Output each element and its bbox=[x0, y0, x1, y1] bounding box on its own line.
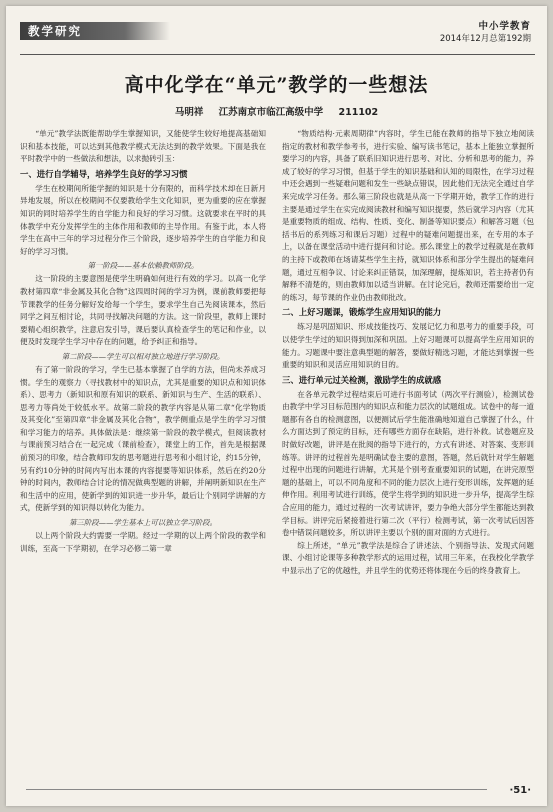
subheading-stage-2: 第二阶段——学生可以相对独立地进行学习阶段。 bbox=[61, 351, 225, 361]
page-header bbox=[20, 16, 535, 52]
page-footer bbox=[6, 778, 547, 796]
paragraph: “物质结构·元素周期律”内容时，学生已能在教师的指导下独立地阅读指定的教材和教学参考书，进行实验、编写读书笔记，基本上能独立掌握所要学习的内容，具备了联系旧知识进行思考、对比、分析和思考的能力，养成了较好的学习习惯，但基于学生的知识基础和认知的局限性，在学习过程中还会遇到一些疑难问题和发生一些缺点错误，因此他们无法完全通过自学来完成学习任务。那么第三阶段也就是从高一下学期开始，教学工作的进行主要是通过学生在实完成阅读教材和编写知识提要，然后就学习内容（尤其是重要物质的组成、结构、性质、变化、制备等知识要点）和解答习题（包括书后的系列练习和课后习题）过程中的疑难问题提出来，在专用的本子上，以备在课堂活动中进行提问和讨论。那么课堂上的教学过程就是在教师的主持下或教师在场请某些学生主持，就知识体系和部分学生提出的疑难问题，通过互相争议、讨论来纠正错误，加深理解，提炼知识，若主持者仍有解释不清楚的，则由教师加以适当讲解。在讨论完后，教师还需要给出一定的练习，每节课的作业仍由教师批改。 bbox=[282, 129, 534, 302]
right-column bbox=[282, 128, 534, 578]
paragraph: 以上两个阶段大约需要一学期。经过一学期的以上两个阶段的教学和训练，至高一下学期初，在学习必修二第一章 bbox=[20, 531, 266, 553]
section-heading-1: 一、进行自学辅导，培养学生良好的学习习惯 bbox=[20, 168, 188, 179]
page-number: ·51· bbox=[509, 785, 531, 796]
paragraph: 学生在校期间所能学握的知识是十分有限的，而科学技术却在日新月异地发展，所以在校期间不仅要教给学生文化知识，更为重要的应在掌握知识的同时培养学生的自学能力和良好的学习习惯。这就要求在平时的具体教学中充分发挥学生的主体作用和教师的主导作用。有鉴于此，本人将学生在高中三年的学习过程分作三个阶段，逐步培养学生的自学能力和良好的学习习惯。 bbox=[20, 183, 266, 256]
section-heading-3: 三、进行单元过关检测，激励学生的成就感 bbox=[282, 374, 442, 385]
paragraph: 练习是巩固知识、形成技能技巧、发展记忆力和思考力的重要手段，可以使学生学过的知识得到加深和巩固。上好习题课可以提高学生应用知识的能力。习题课中要注意典型题的解答，要做好精选习题，才能达到掌握一些重要的知识和灵活应用知识的目的。 bbox=[282, 322, 534, 370]
column-tag-label: 教学研究 bbox=[28, 24, 82, 38]
section-heading-2: 二、上好习题课，锻炼学生应用知识的能力 bbox=[282, 307, 442, 318]
journal-page bbox=[6, 6, 547, 806]
conclusion-paragraph: 综上所述，“单元”教学法是综合了讲述法、个别指导法、发现式问题课、小组讨论课等多种教学形式的运用过程，试用三年来，在我校化学教学中显示出了它的优越性，并且学生的优势还将体现在今后的终身教育上。 bbox=[282, 540, 534, 575]
subheading-stage-3: 第三阶段——学生基本上可以独立学习阶段。 bbox=[69, 518, 217, 528]
author-name: 马明祥 bbox=[174, 107, 204, 118]
paragraph: 在各单元教学过程结束后可进行书面考试（两次平行测验），检测试卷由教学中学习目标范围内的知识点和能力层次的试题组成。试卷中的每一道题都有各自的检测意图，以便测试后学生能准确地知道自己掌握了什么，什么方面达到了预定的目标，还有哪些方面存在缺陷，进行补救。试卷题应及时做好改题，讲评是在批阅的指导下进行的，方式有讲述、对答案、变形训练等。讲评的过程首先是明确试卷主要的意图，答题，然后就针对学生解题过程中出现的问题进行讲解，尤其是个别考查重要知识的试题，在讲完原型题的基础上，可以不同角度和不同的能力层次上进行变形训练，发挥题的延伸作用。利用考试进行训练，使学生将学到的知识进一步升华，提高学生综合应用的能力，通过过程的一次考试讲评，要力争绝大部分学生都能达到教学目标。讲评完后紧接着进行第二次（平行）检测考试，第一次考试后因答卷中错误问题较多，所以讲评主要以个别的面对面的方式进行。 bbox=[282, 389, 534, 538]
author-postcode: 211102 bbox=[338, 107, 379, 118]
column-tag bbox=[20, 22, 170, 40]
author-line bbox=[6, 104, 547, 118]
author-affiliation: 江苏南京市临江高级中学 bbox=[218, 107, 324, 118]
journal-info bbox=[440, 18, 531, 44]
journal-name: 中小学教育 bbox=[478, 21, 531, 32]
header-divider bbox=[20, 54, 535, 55]
paragraph: 这一阶段的主要意图是使学生明确如何进行有效的学习。以高一化学教材第四章“非金属及其化合物”这四周时间的学习为例，课前教师要把每节课教学的任务分解好发给每一个学生，要求学生自己先阅读课本，然后同学之间互相讨论，共同寻找解决问题的方法。这一阶段里，教师上课时要精心组织教学，注意启发引导，课后要认真检查学生的笔记和作业，以便及时发现学生学习中存在的问题，给予纠正和指导。 bbox=[20, 274, 266, 347]
paragraph: 有了第一阶段的学习，学生已基本掌握了自学的方法，但尚未养成习惯。学生的观察力（寻找教材中的知识点，尤其是重要的知识点和知识体系）、思考力（新知识和原有知识的联系、新知识与生产、生活的联系）、思考力等尚处于较低水平。故第二阶段的教学内容是从第二章“化学物质及其变化”至第四章“非金属及其化合物”，教学侧重点是学生的学习习惯和学习能力的培养。具体做法是：继续第一阶段的教学模式，但阅读教材与课前预习结合在一起完成（课前检查），课堂上的工作，首先是根据课前预习的印象，结合教师印发的思考题进行思考和小组讨论，约15分钟，另有约10分钟的时间内写出本课的内容提要等知识体系，然后在约20分钟的时间内，教师结合讨论的情况做典型题的讲解，并阐明新知识在生产和生活中的应用，使新学到的知识进一步升华，最后让个别同学讲解的方式，使新学到的知识得以转化为能力。 bbox=[20, 364, 266, 513]
footer-rule bbox=[26, 789, 487, 790]
intro-paragraph: “单元”教学法既能帮助学生掌握知识，又能使学生较好地提高基础知识和基本技能，可以达到其他教学模式无法达到的教学效果。下面是我在平时教学中的一些做法和想法，以求抛砖引玉： bbox=[20, 129, 266, 164]
journal-issue: 2014年12月总第192期 bbox=[439, 34, 531, 44]
article-title: 高中化学在“单元”教学的一些想法 bbox=[124, 74, 429, 96]
subheading-stage-1: 第一阶段——基本依赖教师阶段。 bbox=[87, 261, 199, 271]
left-column bbox=[20, 128, 266, 555]
